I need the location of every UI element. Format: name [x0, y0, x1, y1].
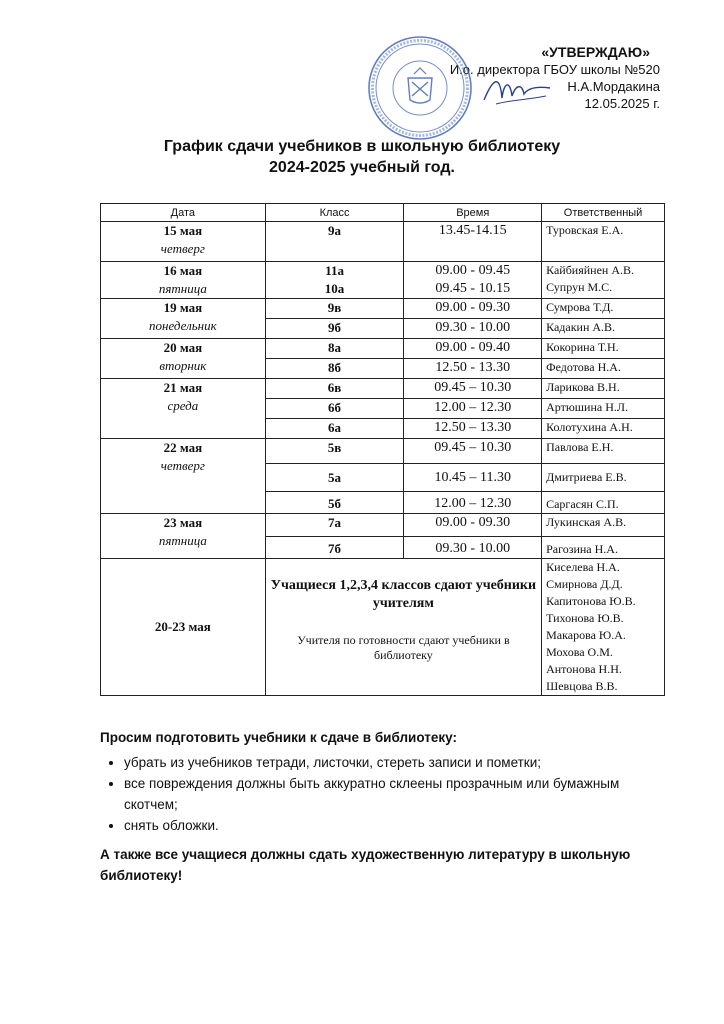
date-cell: 21 мая среда [101, 379, 266, 439]
fiction-return-note: А также все учащиеся должны сдать художественную литературу в школьную библиотеку! [100, 847, 631, 883]
responsible-cell: Федотова Н.А. [542, 359, 665, 379]
date-cell: 15 мая четверг [101, 222, 266, 262]
date-cell: 22 мая четверг [101, 439, 266, 514]
title-line-2: 2024-2025 учебный год. [269, 159, 455, 176]
time-cell: 09.45 – 10.30 [404, 439, 542, 464]
time-cell: 09.00 - 09.30 [404, 299, 542, 319]
responsible-cell: Рагозина Н.А. [542, 537, 665, 559]
approval-name: Н.А.Мордакина [567, 79, 660, 94]
responsible-cell: Кайбияйнен А.В. Супрун М.С. [542, 262, 665, 299]
responsible-cell: Сумрова Т.Д. [542, 299, 665, 319]
time-cell: 13.45-14.15 [404, 222, 542, 262]
schedule-table [100, 203, 665, 696]
responsible-cell: Саргасян С.П. [542, 492, 665, 514]
list-item: • все повреждения должны быть аккуратно склеены прозрачным или бумажным скотчем; [124, 773, 660, 815]
responsible-cell: Дмитриева Е.В. [542, 464, 665, 492]
table-row [101, 514, 665, 537]
time-cell: 10.45 – 11.30 [404, 464, 542, 492]
date-cell: 20-23 мая [101, 559, 266, 696]
time-cell: 09.00 - 09.40 [404, 339, 542, 359]
time-cell: 09.00 - 09.30 [404, 514, 542, 537]
class-cell: 9в [265, 299, 404, 319]
class-cell: 8а [265, 339, 404, 359]
responsible-cell: Киселева Н.А. Смирнова Д.Д. Капитонова Ю.В. Тихонова Ю.В. Макарова Ю.А. Мохова О.М. Антонова Н.Н. Шевцова В.В. [542, 559, 665, 696]
list-item: • снять обложки. [124, 815, 660, 836]
responsible-cell: Лукинская А.В. [542, 514, 665, 537]
class-cell: 6а [265, 419, 404, 439]
responsible-cell: Кокорина Т.Н. [542, 339, 665, 359]
time-cell: 09.30 - 10.00 [404, 319, 542, 339]
header-date: Дата [101, 204, 266, 222]
time-cell: 09.45 – 10.30 [404, 379, 542, 399]
time-cell: 12.00 – 12.30 [404, 399, 542, 419]
responsible-cell: Ларикова В.Н. [542, 379, 665, 399]
date-cell: 20 мая вторник [101, 339, 266, 379]
class-cell: 9б [265, 319, 404, 339]
date-cell: 19 мая понедельник [101, 299, 266, 339]
table-row [101, 262, 665, 299]
time-cell: 12.00 – 12.30 [404, 492, 542, 514]
class-cell: 7б [265, 537, 404, 559]
approval-date: 12.05.2025 г. [584, 96, 660, 111]
approval-heading: «УТВЕРЖДАЮ» [541, 44, 650, 60]
class-cell: 11а 10а [265, 262, 404, 299]
list-item: • убрать из учебников тетради, листочки, стереть записи и пометки; [124, 752, 660, 773]
primary-classes-sub: Учителя по готовности сдают учебники в библиотеку [297, 633, 510, 662]
responsible-cell: Павлова Е.Н. [542, 439, 665, 464]
instructions [100, 727, 660, 886]
class-cell: 8б [265, 359, 404, 379]
time-cell: 12.50 – 13.30 [404, 419, 542, 439]
header-responsible: Ответственный [542, 204, 665, 222]
table-header-row [101, 204, 665, 222]
responsible-cell: Артюшина Н.Л. [542, 399, 665, 419]
time-cell: 09.30 - 10.00 [404, 537, 542, 559]
document-title [0, 136, 724, 178]
instruction-list [100, 752, 660, 836]
title-line-1: График сдачи учебников в школьную библиотеку [163, 138, 561, 155]
primary-classes-note [265, 559, 541, 696]
header-time: Время [404, 204, 542, 222]
table-row [101, 559, 665, 696]
table-row [101, 222, 665, 262]
responsible-cell: Туровская Е.А. [542, 222, 665, 262]
class-cell: 6б [265, 399, 404, 419]
request-heading: Просим подготовить учебники к сдаче в библиотеку: [100, 730, 457, 745]
table-row [101, 299, 665, 319]
date-cell: 23 мая пятница [101, 514, 266, 559]
approval-position: И.о. директора ГБОУ школы №520 [449, 62, 660, 77]
primary-classes-main: Учащиеся 1,2,3,4 классов сдают учебники учителям [270, 578, 537, 611]
class-cell: 5в [265, 439, 404, 464]
table-row [101, 339, 665, 359]
class-cell: 7а [265, 514, 404, 537]
table-row [101, 439, 665, 464]
director-signature [476, 70, 556, 110]
time-cell: 09.00 - 09.45 09.45 - 10.15 [404, 262, 542, 299]
class-cell: 9а [265, 222, 404, 262]
school-seal-stamp [366, 34, 474, 142]
header-class: Класс [265, 204, 404, 222]
table-row [101, 379, 665, 399]
class-cell: 5б [265, 492, 404, 514]
class-cell: 6в [265, 379, 404, 399]
time-cell: 12.50 - 13.30 [404, 359, 542, 379]
date-cell: 16 мая пятница [101, 262, 266, 299]
class-cell: 5а [265, 464, 404, 492]
responsible-cell: Колотухина А.Н. [542, 419, 665, 439]
responsible-cell: Кадакин А.В. [542, 319, 665, 339]
